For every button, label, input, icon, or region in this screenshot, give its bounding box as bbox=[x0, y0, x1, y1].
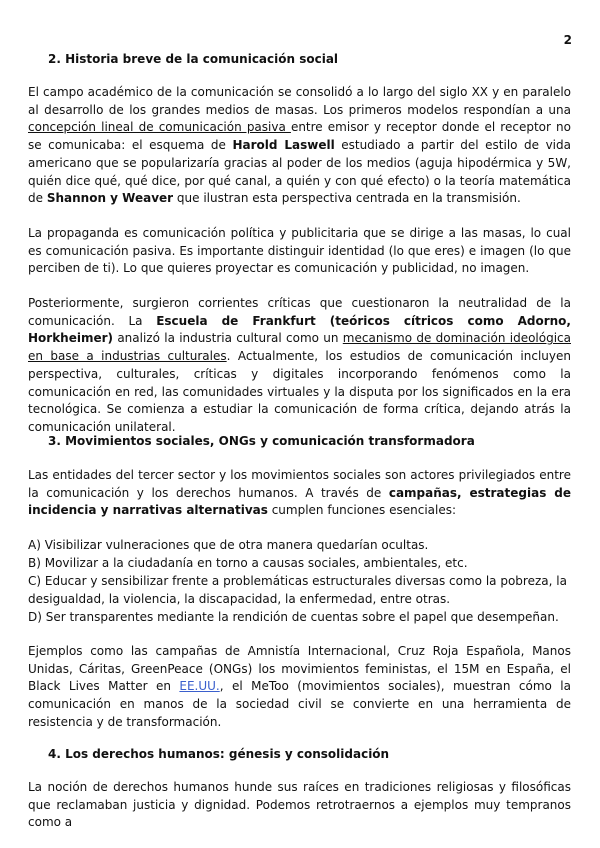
list-item: B) Movilizar a la ciudadanía en torno a causas sociales, ambientales, etc. bbox=[28, 556, 468, 570]
section-heading-2: 2. Historia breve de la comunicación social bbox=[48, 52, 339, 66]
list-item: D) Ser transparentes mediante la rendición de cuentas sobre el papel que desempeñan. bbox=[28, 610, 559, 624]
page-number: 2 bbox=[563, 33, 572, 47]
paragraph-third-sector bbox=[28, 467, 571, 520]
paragraph-human-rights: La noción de derechos humanos hunde sus raíces en tradiciones religiosas y filosóficas que reclamaban justicia y dignidad. Podemos retrotraernos a ejemplos muy tempranos como a bbox=[28, 780, 571, 830]
text-run: Ejemplos como las campañas de Amnistía Internacional, Cruz Roja Española, Manos Unidas, Cáritas, GreenPeace (ONGs) los movimientos feministas, el 15M en España, el Black Lives Matter en bbox=[28, 644, 571, 694]
bold-text: Shannon y Weaver bbox=[46, 191, 174, 206]
text-run: Las entidades del tercer sector y los movimientos sociales son actores privilegiados entre la comunicación y los derechos humanos. A través de bbox=[28, 468, 571, 500]
paragraph-examples bbox=[28, 643, 571, 732]
section-heading-4: 4. Los derechos humanos: génesis y consolidación bbox=[48, 747, 390, 761]
text-run: entre emisor y receptor donde el receptor no se comunicaba: el esquema de bbox=[28, 120, 571, 153]
text-run: Posteriormente, surgieron corrientes críticas que cuestionaron la neutralidad de la comunicación. La bbox=[28, 296, 571, 328]
bold-text: campañas, estrategias de incidencia y narrativas alternativas bbox=[28, 485, 571, 518]
bold-text: Escuela de Frankfurt (teóricos cítricos como Adorno, Horkheimer) bbox=[28, 313, 571, 346]
text-run: . Actualmente, los estudios de comunicación incluyen perspectiva, culturales, críticas y digitales incorporando fenómenos como la comunicación en red, las comunidades virtuales y la disputa por los significados en la era tecnológica. Se comienza a estudiar la comunicación de forma crítica, dejando atrás la comunicación unilateral. bbox=[28, 349, 571, 434]
usa-link[interactable]: EE.UU. bbox=[179, 679, 220, 694]
underlined-text: concepción lineal de comunicación pasiva bbox=[28, 120, 291, 135]
text-run: El campo académico de la comunicación se consolidó a lo largo del siglo XX y en paralelo al desarrollo de los grandes medios de masas. Los primeros modelos respondían a una bbox=[28, 85, 571, 117]
text-run: cumplen funciones esenciales: bbox=[267, 503, 457, 518]
list-item: A) Visibilizar vulneraciones que de otra manera quedarían ocultas. bbox=[28, 538, 429, 552]
list-item: C) Educar y sensibilizar frente a problemáticas estructurales diversas como la pobreza, la desigualdad, la violencia, la discapacidad, la enfermedad, entre otras. bbox=[28, 574, 567, 606]
paragraph-propaganda: La propaganda es comunicación política y publicitaria que se dirige a las masas, lo cual es comunicación pasiva. Es importante distinguir identidad (lo que eres) e imagen (lo que perciben de ti). Lo que quieres proyectar es comunicación y publicidad, no imagen. bbox=[28, 226, 571, 276]
text-run: , el MeToo (movimientos sociales), muestran cómo la comunicación en manos de la sociedad civil se convierte en una herramienta de resistencia y de transformación. bbox=[28, 679, 571, 729]
section-heading-3: 3. Movimientos sociales, ONGs y comunicación transformadora bbox=[48, 434, 475, 448]
paragraph-critical-currents bbox=[28, 295, 571, 437]
bold-text: Harold Laswell bbox=[232, 138, 335, 153]
paragraph-history-models bbox=[28, 84, 571, 208]
underlined-text: mecanismo de dominación ideológica en base a industrias culturales bbox=[28, 331, 571, 364]
text-run: que ilustran esta perspectiva centrada en la transmisión. bbox=[173, 191, 521, 206]
text-run: analizó la industria cultural como un bbox=[113, 331, 343, 346]
text-run: estudiado a partir del estilo de vida americano que se popularizaría gracias al poder de los medios (aguja hipodérmica y 5W, quién dice qué, qué dice, por qué canal, a quién y con qué efecto) o la teoría matemática de bbox=[28, 138, 571, 206]
